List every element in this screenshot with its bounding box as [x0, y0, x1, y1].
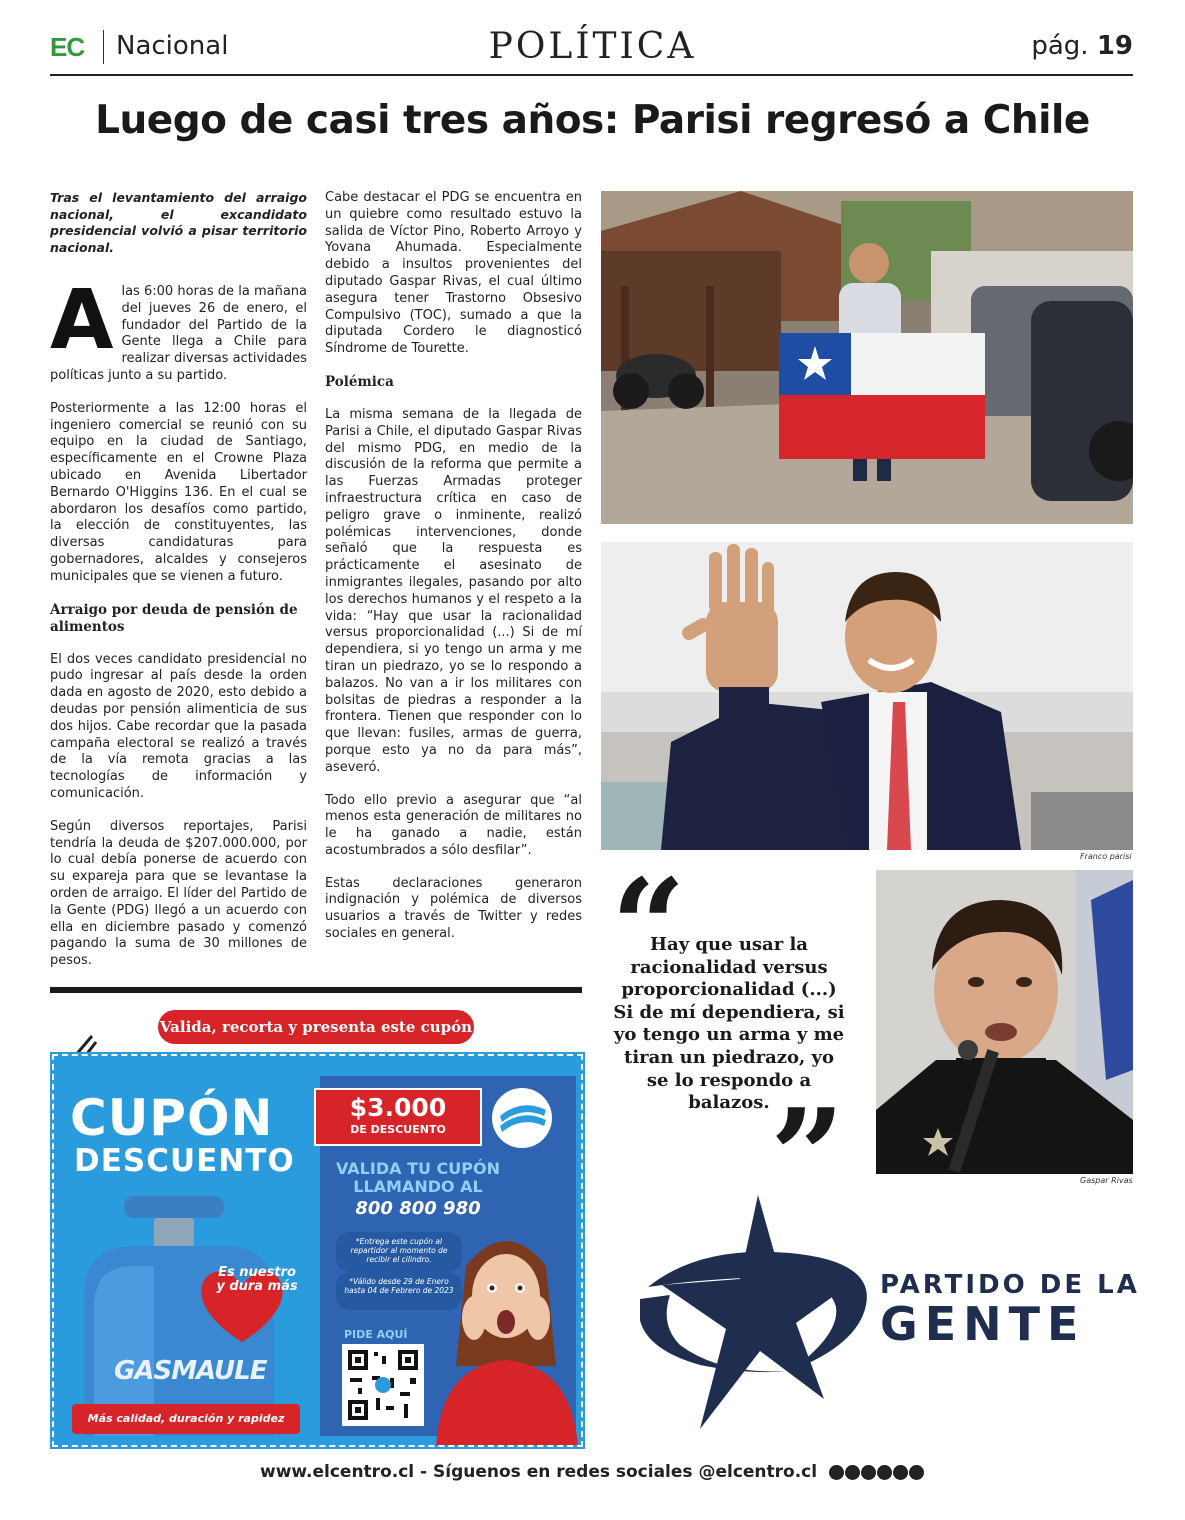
caption-rivas: Gaspar Rivas	[1080, 1176, 1133, 1185]
publication-logo: EC	[50, 32, 85, 62]
article-lede: Tras el levantamiento del arraigo nacional, el excandidato presidencial volvió a pisar territorio nacional.	[50, 190, 307, 255]
brand-name: GASMAULE	[114, 1356, 267, 1386]
instagram-icon[interactable]	[845, 1465, 860, 1480]
validate-call-text: VALIDA TU CUPÓN LLAMANDO AL	[336, 1159, 500, 1196]
header-rule	[50, 74, 1133, 76]
coupon-title: CUPÓN	[70, 1089, 274, 1147]
coupon-note-delivery: *Entrega este cupón al repartidor al momento de recibir el cilindro.	[336, 1232, 462, 1272]
party-name-line2: GENTE	[880, 1297, 1086, 1351]
subheading: Polémica	[325, 373, 394, 390]
photo-parisi-flag	[601, 191, 1133, 524]
gasmaule-emblem-icon	[490, 1086, 554, 1150]
brand-tagline: Más calidad, duración y rapidez	[72, 1404, 300, 1434]
photo-gaspar-rivas	[876, 870, 1133, 1174]
discount-badge: $3.000 DE DESCUENTO	[314, 1088, 482, 1146]
twitter-icon[interactable]	[877, 1465, 892, 1480]
footer-text[interactable]: www.elcentro.cl - Síguenos en redes sociales @elcentro.cl	[260, 1462, 818, 1482]
article-column-1	[50, 190, 307, 986]
phone-number[interactable]: 800 800 980	[355, 1198, 481, 1219]
paragraph: La misma semana de la llegada de Parisi a Chile, el diputado Gaspar Rivas del mismo PDG, en medio de la discusión de la reforma que permite a las Fuerzas Armadas proteger infraestructura crítica en caso de peligro grave o inminente, realizó polémicas intervenciones, donde señaló que la respuesta es prácticamente el asesinato de inmigrantes ilegales, pasando por alto los derechos humanos y el respeto a la vida: “Hay que usar la racionalidad versus proporcionalidad (...) Si de mí dependiera, si yo tengo un arma y me tiran un piedrazo, yo se lo respondo a balazos. No van a ir los militares con bolsitas de piedras a responder a la frontera. Tienen que responder con lo que llevan: fusiles, armas de guerra, porque esto ya no da para más”, aseveró.	[325, 406, 582, 775]
page-footer	[0, 1462, 1185, 1482]
drop-cap: A	[50, 273, 114, 368]
tiktok-icon[interactable]	[909, 1465, 924, 1480]
coupon-subtitle: DESCUENTO	[74, 1143, 295, 1179]
social-icons	[829, 1462, 925, 1482]
heart-badge-text: Es nuestro y dura más	[216, 1265, 298, 1294]
caption-parisi: Franco parisi	[1080, 852, 1132, 861]
discount-coupon[interactable]	[52, 1054, 583, 1447]
qr-code-icon[interactable]	[342, 1344, 424, 1426]
page-number: pág. 19	[1031, 31, 1133, 61]
coupon-note-validity: *Válido desde 29 de Enero hasta 04 de Febrero de 2023	[336, 1272, 462, 1310]
youtube-icon[interactable]	[861, 1465, 876, 1480]
paragraph: Según diversos reportajes, Parisi tendría la deuda de $207.000.000, por lo cual debía ponerse de acuerdo con su expareja para que se levantase la orden de arraigo. El líder del Partido de la Gente (PDG) llegó a un acuerdo con ella en diciembre pasado y comenzó pagando la suma de 30 millones de pesos.	[50, 818, 307, 969]
pull-quote: Hay que usar la racionalidad versus proporcionalidad (...) Si de mí dependiera, si yo tengo un arma y me tiran un piedrazo, yo se lo respondo a balazos.	[613, 934, 845, 1114]
party-name-line1: PARTIDO DE LA	[880, 1270, 1140, 1300]
paragraph: Posteriormente a las 12:00 horas el ingeniero comercial se reunió con su equipo en la ciudad de Santiago, específicamente en el Crowne Plaza ubicado en Avenida Libertador Bernardo O'Higgins 136. En el cual se abordaron los desafíos como partido, la elección de constituyentes, las diversas candidaturas para gobernadores, alcaldes y consejeros municipales que se vienen a futuro.	[50, 400, 307, 584]
spotify-icon[interactable]	[893, 1465, 908, 1480]
coupon-instruction-pill: Valida, recorta y presenta este cupón	[158, 1010, 474, 1044]
paragraph: Cabe destacar el PDG se encuentra en un quiebre como resultado estuvo la salida de Víctor Pino, Roberto Arroyo y Yovana Ahumada. Especialmente debido a insultos provenientes del diputado Gaspar Rivas, el cual último asegura tener Trastorno Obsesivo Compulsivo (TOC), sumado a que la diputada Cordero le diagnosticó Síndrome de Tourette.	[325, 190, 582, 357]
paragraph: Todo ello previo a asegurar que “al menos esta generación de militares no le ha ganado a nadie, están acostumbrados a sólo desfilar”.	[325, 792, 582, 858]
paragraph: Estas declaraciones generaron indignación y polémica de diversos usuarios a través de Twitter y redes sociales en general.	[325, 875, 582, 942]
category-title: POLÍTICA	[488, 26, 697, 67]
facebook-icon[interactable]	[829, 1465, 844, 1480]
quote-open-icon: “	[611, 850, 686, 1003]
section-separator	[50, 987, 582, 993]
section-label: Nacional	[116, 31, 229, 61]
paragraph: El dos veces candidato presidencial no pudo ingresar al país desde la orden dada en agosto de 2020, esto debido a deudas por pensión alimenticia de sus dos hijos. Cabe recordar que la pasada campaña electoral se realizó a través de la vía remota gracias a las tecnologías de información y comunicación.	[50, 651, 307, 801]
pdg-star-logo-icon	[640, 1195, 880, 1435]
article-headline: Luego de casi tres años: Parisi regresó a Chile	[95, 98, 1090, 143]
paragraph: Alas 6:00 horas de la mañana del jueves 26 de enero, el fundador del Partido de la Gente llega a Chile para realizar diversas actividades políticas junto a su partido.	[50, 273, 307, 383]
article-column-2	[325, 190, 582, 959]
subheading: Arraigo por deuda de pensión de alimentos	[50, 601, 298, 635]
coupon-woman-photo	[426, 1226, 583, 1447]
order-here-label: PIDE AQUÍ	[344, 1328, 408, 1341]
quote-close-icon: ”	[770, 1080, 845, 1233]
photo-parisi-waving	[601, 542, 1133, 850]
